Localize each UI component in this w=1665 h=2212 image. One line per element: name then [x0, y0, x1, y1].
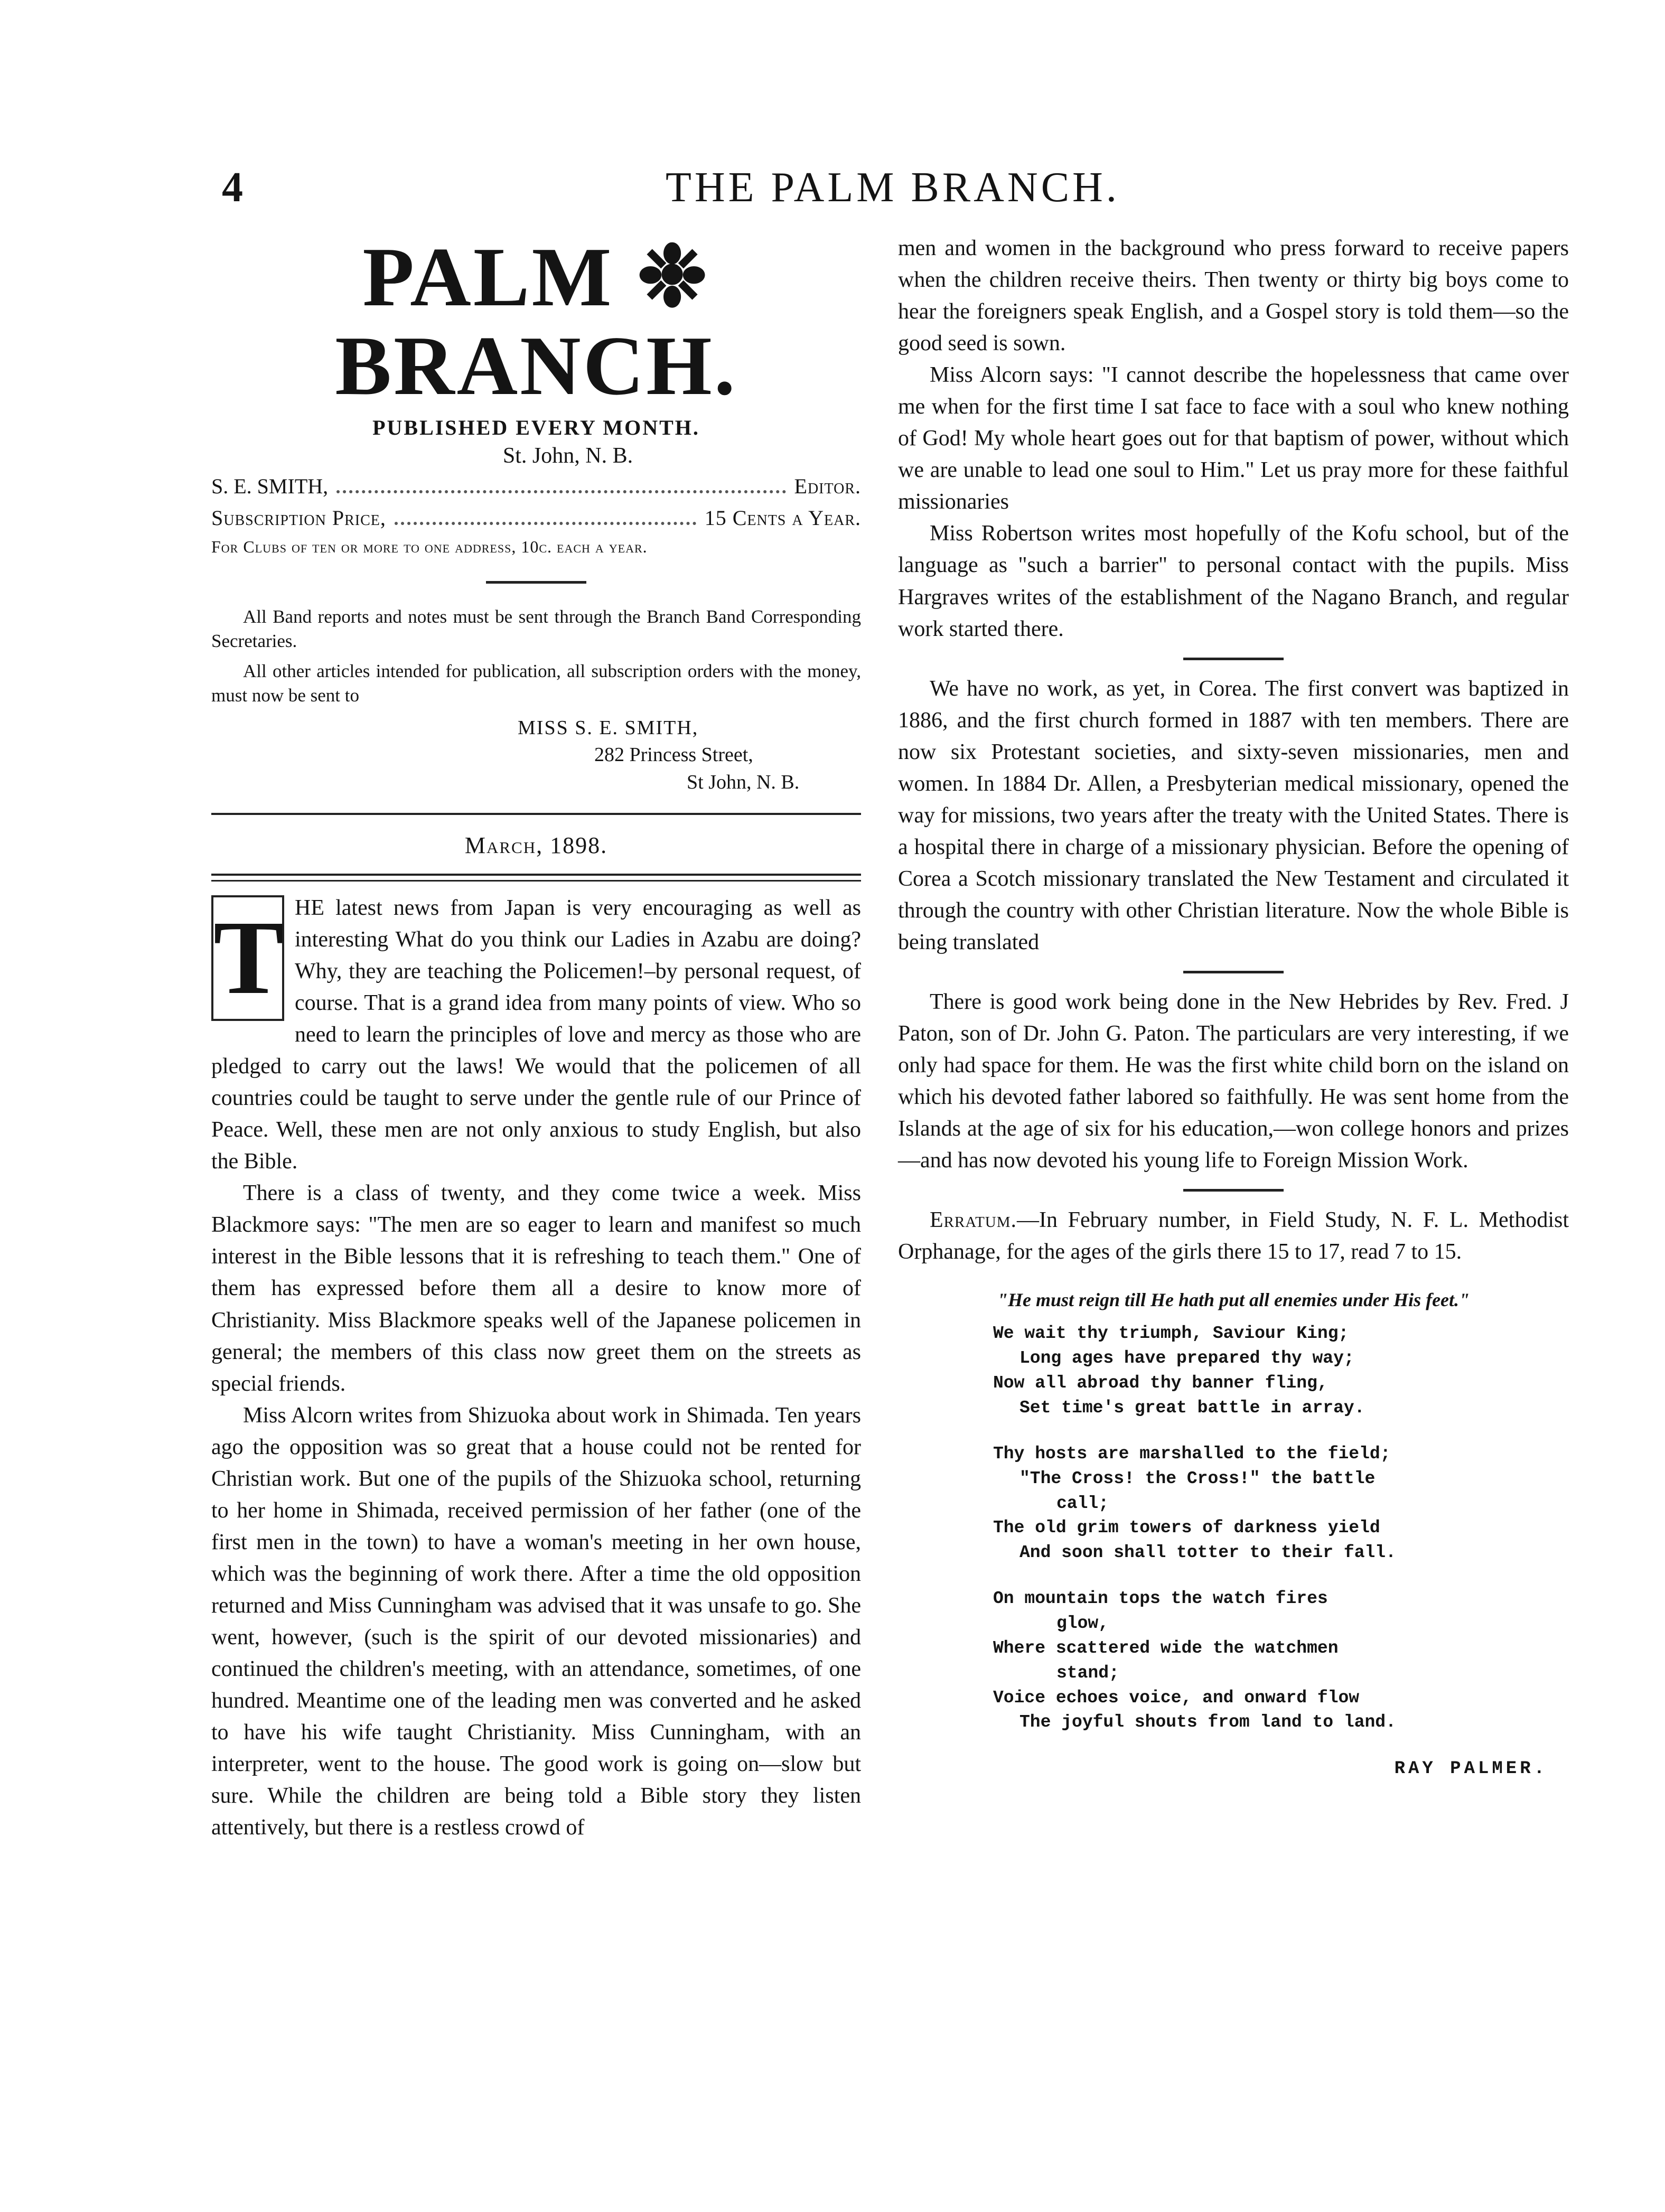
poem-line: Thy hosts are marshalled to the field;	[993, 1444, 1391, 1464]
article-paragraph: There is a class of twenty, and they come twice a week. Miss Blackmore says: "The men are so eager to learn and manifest so much interest in the Bible lessons that it is refreshing to teach them." One of them has expressed before them all a desire to know more of Christianity. Miss Blackmore speaks well of the Japanese policemen in general; the members of this class now greet them on the streets as special friends.	[211, 1181, 861, 1396]
corea-paragraph: We have no work, as yet, in Corea. The first convert was baptized in 1886, and the first church formed in 1887 with ten members. There are now six Protestant societies, and sixty-seven missionaries, men and women. In 1884 Dr. Allen, a Presbyterian medical missionary, opened the way for missions, two years after the treaty with the United States. There is a hospital there in charge of a missionary physician. Before the opening of Corea a Scotch missionary translated the New Testament and circulated it through the country with other Christian literature. Now the whole Bible is being translated	[898, 676, 1569, 954]
clubs-line: For Clubs of ten or more to one address, 10c. each a year.	[211, 537, 648, 556]
dropcap-letter: T	[211, 895, 284, 1021]
poem-line: "The Cross! the Cross!" the battle	[1019, 1468, 1376, 1488]
poem-stanza	[993, 1321, 1569, 1420]
editor-name: S. E. SMITH,	[211, 474, 329, 498]
place-line: St. John, N. B.	[502, 444, 633, 468]
address-city: St John, N. B.	[687, 771, 800, 793]
band-notice: All Band reports and notes must be sent through the Branch Band Corresponding Secretaries.	[211, 606, 861, 651]
running-head	[0, 158, 1665, 222]
poem-author: RAY PALMER.	[1394, 1759, 1548, 1779]
price-row	[211, 504, 861, 532]
poem-line: Now all abroad thy banner fling,	[993, 1373, 1328, 1393]
poem-line: We wait thy triumph, Saviour King;	[993, 1324, 1349, 1344]
short-divider	[486, 581, 586, 584]
lead-article	[211, 892, 861, 1177]
leader-dots	[395, 522, 696, 525]
poem-line: Where scattered wide the watchmen	[993, 1638, 1339, 1658]
poem-line: stand;	[1056, 1663, 1119, 1683]
left-column	[211, 232, 861, 1843]
address-name: MISS S. E. SMITH,	[518, 717, 699, 739]
poem-line: On mountain tops the watch fires	[993, 1589, 1328, 1609]
poem-line: call;	[1056, 1493, 1109, 1513]
short-divider	[1183, 658, 1284, 660]
issue-date: March, 1898.	[464, 832, 608, 858]
masthead-title: PALM ❉ BRANCH.	[335, 230, 737, 413]
poem-line: Set time's great battle in array.	[1019, 1398, 1365, 1418]
poem-line: glow,	[1056, 1614, 1109, 1633]
editor-label: Editor.	[794, 474, 861, 498]
poem-line: The old grim towers of darkness yield	[993, 1518, 1380, 1538]
poem-line: And soon shall totter to their fall.	[1019, 1543, 1396, 1563]
poem-line: The joyful shouts from land to land.	[1019, 1712, 1396, 1732]
article-paragraph: Miss Alcorn writes from Shizuoka about work in Shimada. Ten years ago the opposition was so great that a house could not be rented for Christian work. But one of the pupils of the Shizuoka school, returning to her home in Shimada, received permission of her father (one of the first men in the town) to have a woman's meeting in her own house, which was the beginning of work there. After a time the old opposition returned and Miss Cunningham was advised that it was unsafe to go. She went, however, (such is the spirit of our devoted missionaries) and continued the children's meeting, with an attendance, sometimes, of one hundred. Meantime one of the leading men was converted and he asked to have his wife taught Christianity. Miss Cunningham, with an interpreter, went to the house. The good work is going on—slow but sure. While the children are being told a Bible story they listen attentively, but there is a restless crowd of	[211, 1403, 861, 1840]
address-street: 282 Princess Street,	[594, 744, 753, 766]
running-title: THE PALM BRANCH.	[666, 164, 1120, 211]
article-paragraph: men and women in the background who press forward to receive papers when the children receive theirs. Then twenty or thirty big boys come to hear the foreigners speak English, and a Gospel story is told them—so the good seed is sown.	[898, 236, 1569, 356]
price-value: 15 Cents a Year.	[704, 506, 861, 530]
editor-row	[211, 473, 861, 500]
price-label: Subscription Price,	[211, 506, 386, 530]
poem-epigraph: "He must reign till He hath put all enemies under His feet."	[997, 1289, 1470, 1311]
right-column	[898, 232, 1569, 1782]
page-number: 4	[222, 164, 243, 211]
article-paragraph: Miss Robertson writes most hopefully of the Kofu school, but of the language as "such a barrier" to personal contact with the pupils. Miss Hargraves writes of the establishment of the Nagano Branch, and regular work started there.	[898, 521, 1569, 641]
poem-line: Long ages have prepared thy way;	[1019, 1348, 1354, 1369]
poem-stanza	[993, 1442, 1569, 1566]
new-hebrides-paragraph: There is good work being done in the New Hebrides by Rev. Fred. J Paton, son of Dr. John G. Paton. The particulars are very interesting, if we only had space for them. He was the first white child born on the island on which his devoted father labored so faithfully. He was sent home from the Islands at the age of six for his education,—won college honors and prizes—and has now devoted his young life to Foreign Mission Work.	[898, 990, 1569, 1173]
erratum-paragraph	[898, 1204, 1569, 1268]
double-divider	[211, 874, 861, 882]
address-block	[211, 715, 861, 796]
short-divider	[1183, 971, 1284, 973]
article-paragraph: HE latest news from Japan is very encouraging as well as interesting What do you think our Ladies in Azabu are doing? Why, they are teaching the Policemen!–by personal request, of course. That is a grand idea from many points of view. Who so need to learn the principles of love and mercy as those who are pledged to carry out the laws! We would that the policemen of all countries could be taught to serve under the gentle rule of our Prince of Peace. Well, these men are not only anxious to study English, but also the Bible.	[211, 895, 861, 1174]
leader-dots	[336, 490, 785, 493]
poem-line: Voice echoes voice, and onward flow	[993, 1688, 1360, 1708]
poem	[993, 1321, 1569, 1782]
short-divider	[1183, 1189, 1284, 1192]
erratum-text: —In February number, in Field Study, N. F. L. Methodist Orphanage, for the ages of the girls there 15 to 17, read 7 to 15.	[898, 1208, 1569, 1264]
published-line: PUBLISHED EVERY MONTH.	[372, 416, 700, 439]
articles-notice: All other articles intended for publication, all subscription orders with the money, must now be sent to	[211, 661, 861, 706]
article-paragraph: Miss Alcorn says: "I cannot describe the hopelessness that came over me when for the first time I sat face to face with a soul who knew nothing of God! My whole heart goes out for that baptism of power, without which we are unable to lead one soul to Him." Let us pray more for these faithful missionaries	[898, 363, 1569, 514]
divider	[211, 813, 861, 815]
erratum-label: Erratum.	[930, 1208, 1017, 1233]
poem-stanza	[993, 1587, 1569, 1735]
